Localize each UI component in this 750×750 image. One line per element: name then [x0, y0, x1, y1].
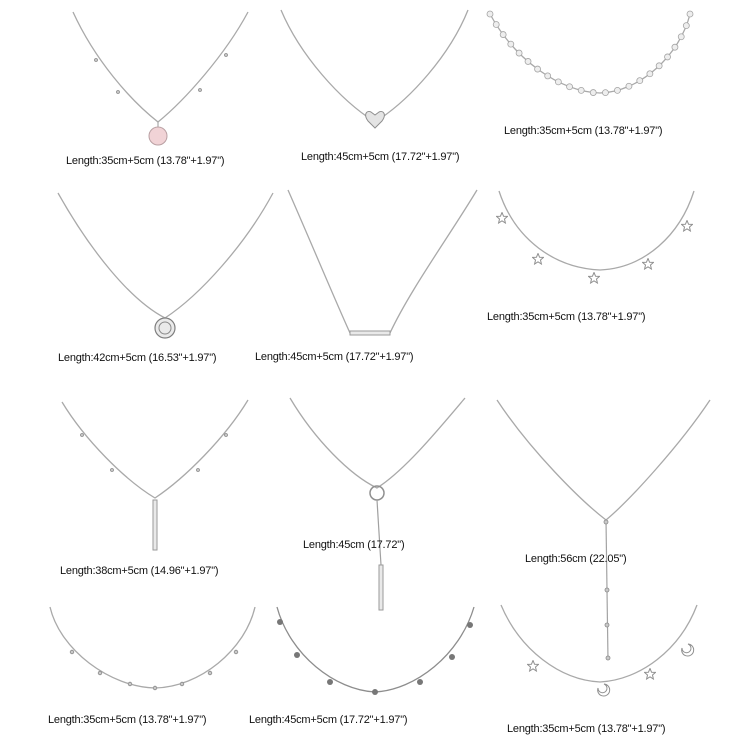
choker-bead [590, 90, 596, 96]
choker-bead [508, 41, 514, 47]
choker-bead [545, 73, 551, 79]
choker-bead [614, 87, 620, 93]
choker-bead [578, 87, 584, 93]
choker-bead [626, 83, 632, 89]
necklace-beaded-choker [487, 11, 693, 96]
length-label-1: Length:35cm+5cm (13.78"+1.97") [66, 155, 225, 167]
choker-bead [487, 11, 493, 17]
choker-bead [665, 54, 671, 60]
length-label-8: Length:45cm (17.72") [303, 539, 405, 551]
necklace-satellite-chain-choker [50, 607, 255, 690]
necklace-heart-pendant [281, 10, 468, 128]
choker-bead [535, 66, 541, 72]
choker-bead [525, 58, 531, 64]
length-label-7: Length:38cm+5cm (14.96"+1.97") [60, 565, 219, 577]
choker-bead [602, 90, 608, 96]
choker-bead [567, 84, 573, 90]
necklace-star-moon-choker [501, 605, 697, 696]
choker-bead [683, 23, 689, 29]
necklace-dark-bead-choker [277, 607, 474, 695]
choker-bead [678, 34, 684, 40]
choker-bead [493, 22, 499, 28]
length-label-3: Length:35cm+5cm (13.78"+1.97") [504, 125, 663, 137]
choker-bead [687, 11, 693, 17]
length-label-11: Length:45cm+5cm (17.72"+1.97") [249, 714, 408, 726]
choker-bead [672, 44, 678, 50]
necklace-bar-pendant [288, 190, 477, 335]
choker-bead [637, 78, 643, 84]
length-label-12: Length:35cm+5cm (13.78"+1.97") [507, 723, 666, 735]
choker-bead [516, 50, 522, 56]
length-label-2: Length:45cm+5cm (17.72"+1.97") [301, 151, 460, 163]
necklace-star-choker [497, 191, 695, 283]
length-label-4: Length:42cm+5cm (16.53"+1.97") [58, 352, 217, 364]
length-label-6: Length:35cm+5cm (13.78"+1.97") [487, 311, 646, 323]
necklace-pink-stone-pendant [73, 12, 248, 145]
necklace-coin-pendant [58, 193, 273, 338]
length-label-5: Length:45cm+5cm (17.72"+1.97") [255, 351, 414, 363]
choker-bead [555, 79, 561, 85]
necklace-long-y-lariat [497, 400, 710, 660]
choker-bead [656, 63, 662, 69]
necklace-lariat-ring-tassel [290, 398, 465, 610]
choker-bead [647, 71, 653, 77]
necklace-vertical-bar-pendant [62, 400, 248, 550]
length-label-10: Length:35cm+5cm (13.78"+1.97") [48, 714, 207, 726]
length-label-9: Length:56cm (22.05") [525, 553, 627, 565]
choker-bead [500, 32, 506, 38]
